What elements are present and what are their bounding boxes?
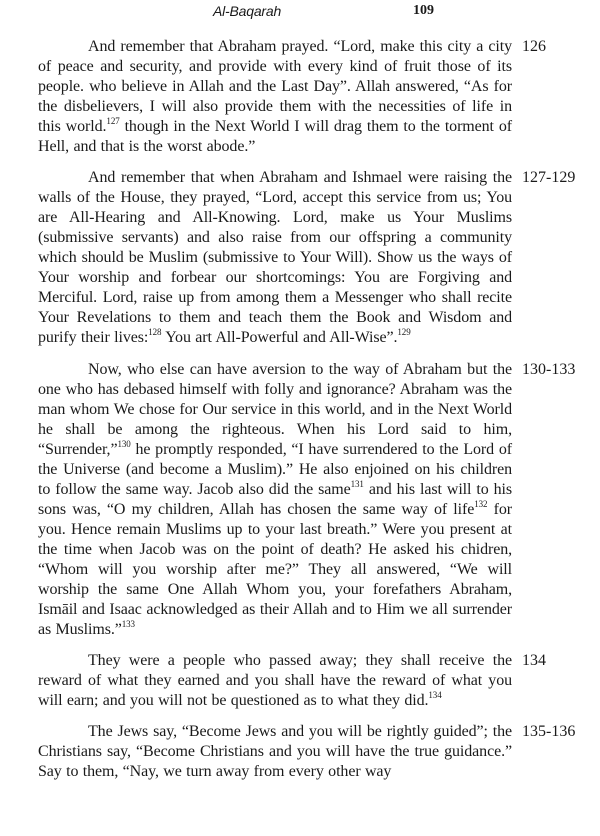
footnote-marker[interactable]: 128 — [148, 327, 162, 337]
verse-number: 135-136 — [522, 723, 576, 740]
footnote-marker[interactable]: 133 — [121, 619, 135, 629]
page-header — [0, 3, 600, 23]
text-run: and his last will to his sons was, “O my children, Allah has chosen the same way of life — [38, 481, 512, 518]
text-run: Now, who else can have aversion to the way of Abraham but the one who has debased himself with folly and ignorance? Abraham was the man whom We chose for Our service in this world, and in the Next World he shall be among the righteous. When his Lord said to him, “Surrender,” — [38, 361, 512, 458]
footnote-marker[interactable]: 132 — [474, 499, 488, 509]
paragraph-text — [38, 168, 512, 348]
footnote-marker[interactable]: 130 — [117, 439, 131, 449]
text-run: And remember that when Abraham and Ishmael were raising the walls of the House, they prayed, “Lord, accept this service from us; You are All-Hearing and All-Knowing. Lord, make us Your Muslims (submissive servants) and also raise from our offspring a community which should be Muslim (submissive to Your Will). Show us the ways of Your worship and forbear our shortcomings: You are Forgiving and Merciful. Lord, raise up from among them a Messenger who shall recite Your Revelations to them and teach them the Book and Wisdom and purify their lives: — [38, 169, 512, 346]
paragraph-text — [38, 360, 512, 640]
text-run: he promptly responded, “I have surrendered to the Lord of the Universe (and become a Muslim).” He also enjoined on his children to follow the same way. Jacob also did the same — [38, 441, 512, 498]
footnote-marker[interactable]: 127 — [106, 116, 120, 126]
text-run: for you. Hence remain Muslims up to your last breath.” Were you present at the time when Jacob was on the point of death? He asked his chidren, “Whom will you worship after me?” They all answered, “We will worship the same One Allah Whom you, your forefathers Abraham, Ismāil and Isaac acknowledged as their Allah and to Him we all surrender as Muslims.” — [38, 501, 512, 638]
paragraph-verse-127-129 — [38, 168, 576, 348]
verse-number: 134 — [522, 652, 546, 669]
paragraph-text — [38, 651, 512, 711]
footnote-marker[interactable]: 131 — [350, 479, 364, 489]
paragraph-verse-134 — [38, 651, 546, 711]
text-run: The Jews say, “Become Jews and you will be rightly guided”; the Christians say, “Become Christians and you will have the true guidance.” Say to them, “Nay, we turn away from every other way — [38, 723, 512, 780]
paragraph-text — [38, 37, 512, 157]
footnote-marker[interactable]: 134 — [428, 690, 442, 700]
paragraph-verse-126 — [38, 37, 546, 157]
text-run: They were a people who passed away; they shall receive the reward of what they earned and you shall have the reward of what you will earn; and you will not be questioned as to what they did. — [38, 652, 512, 709]
verse-number: 126 — [522, 38, 546, 55]
verse-number: 130-133 — [522, 361, 576, 378]
footnote-marker[interactable]: 129 — [397, 327, 411, 337]
paragraph-verse-135-136 — [38, 722, 576, 782]
verse-number: 127-129 — [522, 169, 576, 186]
paragraph-text — [38, 722, 512, 782]
text-run: though in the Next World I will drag them to the torment of Hell, and that is the worst abode.” — [38, 118, 512, 155]
text-run: And remember that Abraham prayed. “Lord, make this city a city of peace and security, and provide with every kind of fruit those of its people. who believe in Allah and the Last Day”. Allah answered, “As for the disbelievers, I will also provide them with the necessities of life in this world. — [38, 38, 512, 135]
page-body — [38, 37, 576, 792]
text-run: You art All-Powerful and All-Wise”. — [161, 329, 398, 346]
paragraph-verse-130-133 — [38, 360, 576, 640]
chapter-title: Al-Baqarah — [213, 3, 282, 19]
page-number: 109 — [413, 3, 434, 18]
